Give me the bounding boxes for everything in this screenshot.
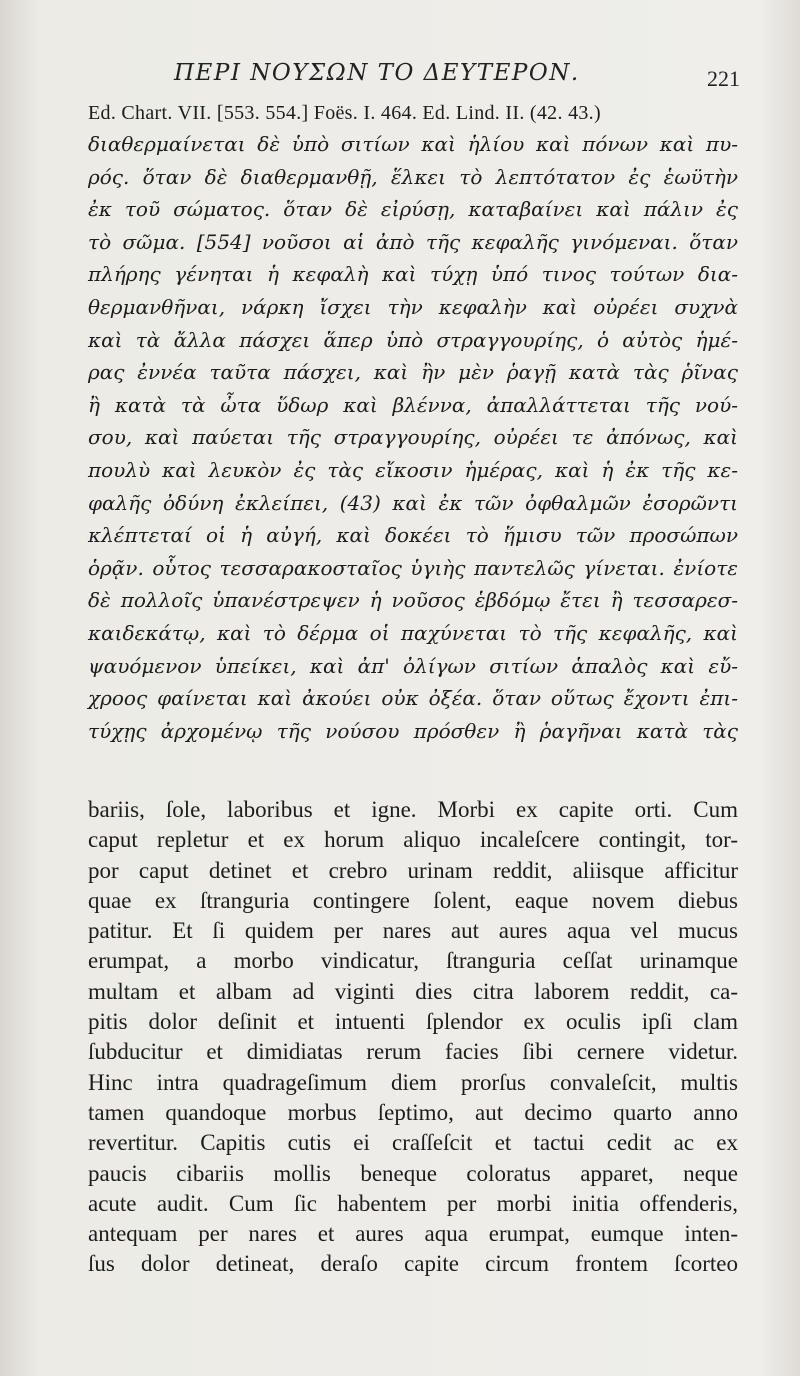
greek-line: κλέπτεταί οἱ ἡ αὐγή, καὶ δοκέει τὸ ἥμισυ τῶν προσώπων: [88, 523, 738, 548]
latin-line: Hinc intra quadrageſimum diem prorſus convaleſcit, multis: [88, 1069, 738, 1095]
greek-line: ψαυόμενον ὑπείκει, καὶ ἀπ' ὀλίγων σιτίων ἁπαλὸς καὶ εὔ-: [88, 653, 738, 678]
greek-line: τύχῃς ἀρχομένῳ τῆς νούσου πρόσθεν ἢ ῥαγῆναι κατὰ τὰς: [88, 718, 738, 743]
edition-reference-line: Ed. Chart. VII. [553. 554.] Foës. I. 464. Ed. Lind. II. (42. 43.): [88, 102, 601, 124]
latin-line: ſus dolor detineat, deraſo capite circum frontem ſcorteo: [88, 1251, 738, 1277]
latin-line: erumpat, a morbo vindicatur, ſtranguria ceſſat urinamque: [88, 948, 738, 974]
latin-line: revertitur. Capitis cutis ei craſſeſcit et tactui cedit ac ex: [88, 1130, 738, 1156]
latin-line: antequam per nares et aures aqua erumpat, eumque inten-: [88, 1221, 738, 1247]
greek-line: ἢ κατὰ τὰ ὦτα ὕδωρ καὶ βλέννα, ἀπαλλάττεται τῆς νού-: [88, 392, 738, 417]
latin-line: multam et albam ad viginti dies citra laborem reddit, ca-: [88, 978, 738, 1004]
latin-line: pitis dolor deſinit et intuenti ſplendor ex oculis ipſi clam: [88, 1009, 738, 1035]
greek-text-block: [88, 128, 738, 747]
greek-line: πουλὺ καὶ λευκὸν ἐς τὰς εἴκοσιν ἡμέρας, καὶ ἡ ἐκ τῆς κε-: [88, 457, 738, 482]
greek-line: πλήρης γένηται ἡ κεφαλὴ καὶ τύχῃ ὑπό τινος τούτων δια-: [88, 262, 738, 287]
latin-line: acute audit. Cum ſic habentem per morbi initia offenderis,: [88, 1190, 738, 1216]
latin-line: por caput detinet et crebro urinam reddit, aliisque afficitur: [88, 857, 738, 883]
latin-line: patitur. Et ſi quidem per nares aut aures aqua vel mucus: [88, 918, 738, 944]
greek-line: καὶ τὰ ἄλλα πάσχει ἅπερ ὑπὸ στραγγουρίης, ὁ αὐτὸς ἡμέ-: [88, 327, 738, 352]
page-header: [90, 60, 740, 92]
page-number: 221: [707, 66, 740, 91]
latin-line: quae ex ſtranguria contingere ſolent, eaque novem diebus: [88, 887, 738, 913]
latin-line: bariis, ſole, laboribus et igne. Morbi ex capite orti. Cum: [88, 797, 738, 822]
greek-line: ρας ἐννέα ταῦτα πάσχει, καὶ ἢν μὲν ῥαγῇ κατὰ τὰς ῥῖνας: [88, 360, 738, 385]
greek-line: διαθερμαίνεται δὲ ὑπὸ σιτίων καὶ ἡλίου καὶ πόνων καὶ πυ-: [88, 132, 738, 156]
greek-line: καιδεκάτῳ, καὶ τὸ δέρμα οἱ παχύνεται τὸ τῆς κεφαλῆς, καὶ: [88, 620, 738, 645]
greek-line: χροος φαίνεται καὶ ἀκούει οὐκ ὀξέα. ὅταν οὕτως ἔχοντι ἐπι-: [88, 686, 738, 711]
greek-line: ἐκ τοῦ σώματος. ὅταν δὲ εἰρύσῃ, καταβαίνει καὶ πάλιν ἐς: [88, 197, 738, 222]
greek-line: θερμανθῆναι, νάρκη ἴσχει τὴν κεφαλὴν καὶ οὐρέει συχνὰ: [88, 294, 738, 319]
greek-line: ρός. ὅταν δὲ διαθερμανθῇ, ἕλκει τὸ λεπτότατον ἐς ἑωϋτὴν: [88, 164, 738, 189]
latin-line: ſubducitur et dimidiatas rerum facies ſibi cernere videtur.: [88, 1039, 738, 1065]
latin-line: caput repletur et ex horum aliquo incaleſcere contingit, tor-: [88, 827, 738, 853]
latin-line: tamen quandoque morbus ſeptimo, aut decimo quarto anno: [88, 1099, 738, 1125]
latin-line: paucis cibariis mollis beneque coloratus apparet, neque: [88, 1160, 738, 1186]
greek-line: δὲ πολλοῖς ὑπανέστρεψεν ἡ νοῦσος ἑβδόμῳ ἔτει ἢ τεσσαρεσ-: [88, 588, 738, 613]
running-title: ΠΕΡΙ ΝΟΥΣΩΝ ΤΟ ΔΕΥΤΕΡΟΝ.: [174, 60, 580, 86]
greek-line: ὁρᾷν. οὗτος τεσσαρακοσταῖος ὑγιὴς παντελῶς γίνεται. ἐνίοτε: [88, 555, 738, 580]
greek-line: φαλῆς ὀδύνη ἐκλείπει, (43) καὶ ἐκ τῶν ὀφθαλμῶν ἐσορῶντι: [88, 490, 738, 515]
greek-line: σου, καὶ παύεται τῆς στραγγουρίης, οὐρέει τε ἀπόνως, καὶ: [88, 425, 738, 450]
greek-line: τὸ σῶμα. [554] νοῦσοι αἱ ἀπὸ τῆς κεφαλῆς γινόμεναι. ὅταν: [88, 229, 738, 254]
latin-text-block: [88, 795, 738, 1280]
